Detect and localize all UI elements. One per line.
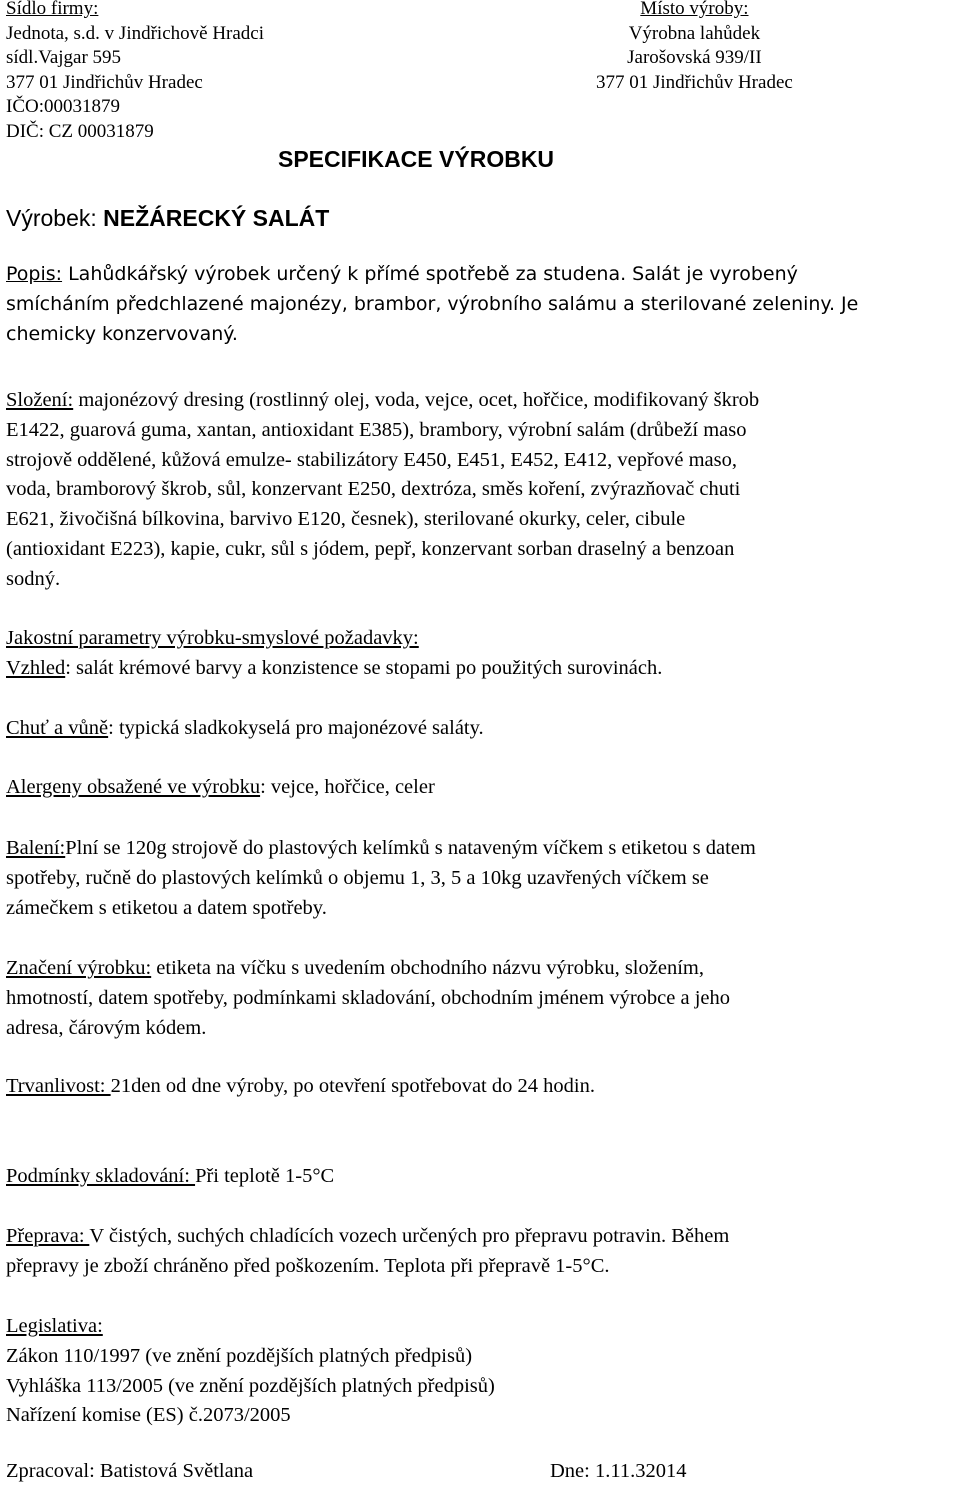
appearance-text: : salát krémové barvy a konzistence se stopami po použitých surovinách. [65, 656, 663, 679]
labeling-text: adresa, čárovým kódem. [6, 1016, 207, 1039]
company-seat-line: Jednota, s.d. v Jindřichově Hradci [6, 22, 265, 44]
composition-section [6, 386, 958, 595]
legislation-section [6, 1312, 958, 1431]
composition-text: majonézový dresing (rostlinný olej, voda, vejce, ocet, hořčice, modifikovaný škrob [73, 389, 760, 411]
taste-section [6, 714, 958, 744]
composition-text: strojově oddělené, kůžová emulze- stabilizátory E450, E451, E452, E412, vepřové maso, [6, 448, 737, 471]
labeling-section [6, 954, 958, 1043]
company-seat-block [6, 0, 264, 144]
composition-text: E1422, guarová guma, xantan, antioxidant E385), brambory, výrobní salám (drůbeží maso [6, 418, 747, 441]
allergens-section [6, 773, 958, 803]
packaging-text: Plní se 120g strojově do plastových kelímků s nataveným víčkem s etiketou s datem [65, 837, 756, 859]
transport-label: Přeprava: [6, 1225, 90, 1247]
description-text: Lahůdkářský výrobek určený k přímé spotřebě za studena. Salát je vyrobený [62, 263, 798, 285]
packaging-label: Balení: [6, 837, 66, 859]
description-text: chemicky konzervovaný. [6, 322, 238, 345]
company-seat-line: 377 01 Jindřichův Hradec [6, 71, 203, 93]
composition-text: E621, živočišná bílkovina, barvivo E120, česnek), sterilované okurky, celer, cibule [6, 508, 686, 531]
document-title: SPECIFIKACE VÝROBKU [278, 146, 555, 172]
labeling-label: Značení výrobku: [6, 957, 152, 979]
allergens-label: Alergeny obsažené ve výrobku [6, 776, 261, 798]
allergens-text: : vejce, hořčice, celer [260, 776, 435, 798]
company-seat-line: sídl.Vajgar 595 [6, 47, 122, 68]
composition-text: sodný. [6, 567, 61, 590]
company-seat-label: Sídlo firmy: [6, 0, 99, 19]
production-site-line: Jarošovská 939/II [627, 47, 762, 68]
quality-heading: Jakostní parametry výrobku-smyslové požadavky: [6, 627, 419, 649]
packaging-text: zámečkem s etiketou a datem spotřeby. [6, 896, 327, 919]
production-site-line: Výrobna lahůdek [628, 22, 761, 44]
product-label: Výrobek: [6, 205, 97, 231]
appearance-label: Vzhled [6, 656, 66, 679]
legislation-item: Zákon 110/1997 (ve znění pozdějších platných předpisů) [6, 1344, 473, 1367]
shelf-life-label: Trvanlivost: [6, 1075, 111, 1097]
description-label: Popis: [6, 263, 63, 285]
company-id-line: IČO:00031879 [6, 96, 120, 117]
prepared-by: Zpracoval: Batistová Světlana [6, 1460, 254, 1482]
production-site-label: Místo výroby: [640, 0, 749, 19]
description-section [6, 260, 958, 349]
production-site-block [596, 0, 793, 95]
composition-label: Složení: [6, 389, 74, 411]
shelf-life-section [6, 1072, 958, 1102]
taste-text: : typická sladkokyselá pro majonézové saláty. [108, 717, 484, 739]
taste-label: Chuť a vůně [6, 717, 109, 739]
product-name: NEŽÁRECKÝ SALÁT [103, 205, 330, 231]
labeling-text: hmotností, datem spotřeby, podmínkami skladování, obchodním jménem výrobce a jeho [6, 986, 731, 1009]
shelf-life-text: 21den od dne výroby, po otevření spotřebovat do 24 hodin. [110, 1075, 595, 1097]
production-site-line: 377 01 Jindřichův Hradec [596, 71, 793, 93]
product-line [6, 205, 329, 232]
transport-text: přepravy je zboží chráněno před poškozením. Teplota při přepravě 1-5°C. [6, 1254, 610, 1277]
storage-label: Podmínky skladování: [6, 1165, 196, 1187]
storage-text: Při teplotě 1-5°C [195, 1165, 335, 1187]
document-date: Dne: 1.11.32014 [550, 1460, 687, 1482]
legislation-label: Legislativa: [6, 1315, 103, 1337]
transport-section [6, 1222, 958, 1282]
composition-text: (antioxidant E223), kapie, cukr, sůl s jódem, pepř, konzervant sorban draselný a benzoan [6, 537, 735, 560]
composition-text: voda, bramborový škrob, sůl, konzervant E250, dextróza, směs koření, zvýrazňovač chuti [6, 478, 741, 501]
transport-text: V čistých, suchých chladících vozech určených pro přepravu potravin. Během [89, 1225, 730, 1247]
quality-section [6, 624, 958, 684]
packaging-text: spotřeby, ručně do plastových kelímků o objemu 1, 3, 5 a 10kg uzavřených víčkem se [6, 866, 709, 889]
packaging-section [6, 834, 958, 923]
description-text: smícháním předchlazené majonézy, brambor, výrobního salámu a sterilované zeleniny. Je [6, 292, 859, 315]
legislation-item: Vyhláška 113/2005 (ve znění pozdějších platných předpisů) [6, 1374, 495, 1397]
storage-section [6, 1162, 958, 1192]
company-vat-line: DIČ: CZ 00031879 [6, 120, 154, 142]
labeling-text: etiketa na víčku s uvedením obchodního názvu výrobku, složením, [151, 957, 704, 979]
legislation-item: Nařízení komise (ES) č.2073/2005 [6, 1404, 291, 1427]
